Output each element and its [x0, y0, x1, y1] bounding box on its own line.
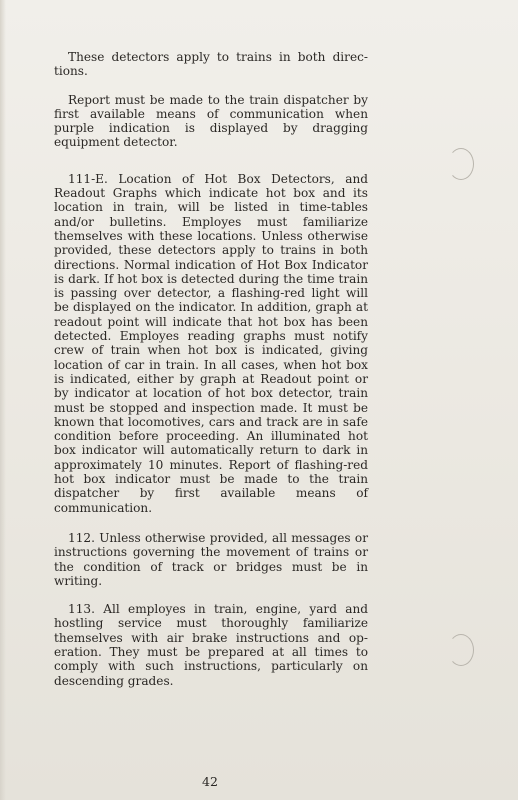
paragraph-dragging-equipment-report: Report must be made to the train dispatcher by first available means of communication when purple indication is displayed by dragging equipment detector.	[54, 92, 368, 150]
paragraph-rule-111e: 111-E. Location of Hot Box Detectors, and Readout Graphs which indicate hot box and its location in train, will be listed in time-tables and/or bulletins. Employes must familiarize themselves with these locations. Unless otherwise provided, these detectors apply to trains in both directions. Normal indication of Hot Box Indicator is dark. If hot box is detected during the time train is passing over detector, a flashing-red light will be displayed on the indicator. In addition, graph at readout point will indicate that hot box has been detected. Employes reading graphs must notify crew of train when hot box is indicated, giving location of car in train. In all cases, when hot box is indicated, either by graph at Readout point or by indicator at location of hot box detector, train must be stopped and inspection made. It must be known that locomotives, cars and track are in safe condition before proceeding. An illuminated hot box indicator will automatically return to dark in approximately 10 minutes. Report of flashing-red hot box indicator must be made to the train dispatcher by first available means of communication.	[54, 171, 368, 515]
page-number: 42	[202, 774, 218, 789]
binder-hole-lower	[448, 634, 474, 666]
paragraph-detectors-direction: These detectors apply to trains in both directions.	[54, 50, 368, 79]
paragraph-rule-113: 113. All employes in train, engine, yard and hostling service must thoroughly familiarize themselves with air brake instructions and operation. They must be prepared at all times to comply with such instructions, particularly on descending grades.	[54, 602, 368, 688]
paragraph-rule-112: 112. Unless otherwise provided, all messages or instructions governing the movement of trains or the condition of track or bridges must be in writing.	[54, 530, 368, 588]
rulebook-text	[54, 50, 368, 700]
binder-hole-upper	[448, 148, 474, 180]
